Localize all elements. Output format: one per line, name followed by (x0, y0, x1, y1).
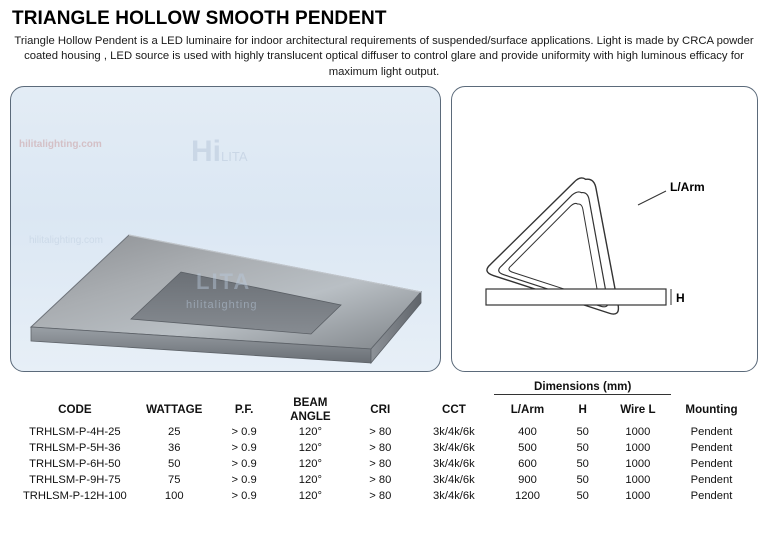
watermark-tagline: hilitalighting (186, 298, 258, 311)
product-image-panel (10, 86, 441, 372)
l-arm-label: L/Arm (670, 179, 705, 194)
cell-mounting: Pendent (690, 425, 733, 438)
panels-row (10, 86, 758, 372)
cell-h: 50 (576, 457, 589, 470)
cell-pf: > 0.9 (231, 457, 257, 470)
table-row (16, 424, 752, 440)
cell-pf: > 0.9 (231, 473, 257, 486)
table-row (16, 472, 752, 488)
cell-pf: > 0.9 (231, 489, 257, 502)
cell-mounting: Pendent (690, 457, 733, 470)
cell-cct: 3k/4k/6k (433, 425, 475, 438)
header-wattage: WATTAGE (146, 403, 203, 417)
cell-wattage: 75 (168, 473, 181, 486)
cell-cri: > 80 (369, 457, 392, 470)
cell-wire-l: 1000 (625, 457, 651, 470)
cell-mounting: Pendent (690, 489, 733, 502)
cell-h: 50 (576, 425, 589, 438)
header-beam-angle-line2: ANGLE (290, 409, 331, 423)
cell-beam-angle: 120° (298, 457, 322, 470)
watermark-side: hilitalighting.com (29, 234, 103, 246)
header-cct: CCT (441, 403, 466, 417)
cell-wattage: 100 (164, 489, 184, 502)
specification-table-wrap (10, 378, 758, 504)
cell-cct: 3k/4k/6k (433, 489, 475, 502)
cell-mounting: Pendent (690, 473, 733, 486)
dimension-drawing (452, 87, 758, 372)
table-row (16, 456, 752, 472)
cell-l-arm: 400 (518, 425, 537, 438)
cell-wattage: 36 (168, 441, 181, 454)
product-render (11, 87, 441, 372)
cell-wattage: 50 (168, 457, 181, 470)
cell-beam-angle: 120° (298, 489, 322, 502)
cell-beam-angle: 120° (298, 441, 322, 454)
cell-wire-l: 1000 (625, 489, 651, 502)
header-code: CODE (58, 403, 92, 417)
cell-cct: 3k/4k/6k (433, 441, 475, 454)
header-mounting: Mounting (685, 403, 738, 417)
cell-wattage: 25 (168, 425, 181, 438)
table-head (16, 378, 752, 424)
header-beam-angle (274, 394, 348, 424)
cell-h: 50 (576, 441, 589, 454)
cell-pf: > 0.9 (231, 441, 257, 454)
table-header-row (16, 394, 752, 424)
watermark-brand-text: Hi (191, 134, 221, 168)
cell-l-arm: 500 (518, 441, 537, 454)
cell-l-arm: 1200 (515, 489, 540, 502)
header-pf: P.F. (234, 403, 254, 417)
cell-cri: > 80 (369, 489, 392, 502)
cell-wire-l: 1000 (625, 425, 651, 438)
cell-beam-angle: 120° (298, 473, 322, 486)
header-cri: CRI (370, 403, 391, 417)
cell-wire-l: 1000 (625, 473, 651, 486)
group-header-spacer (16, 378, 494, 395)
product-description: Triangle Hollow Pendent is a LED luminaire for indoor architectural requirements of suspended/surface applications. Light is made by CRCA powder coated housing , LED source is used with highly translucent optical diffuser to control glare and provide uniformity with high luminous efficacy for maximum light output. (14, 35, 754, 78)
cell-cri: > 80 (369, 473, 392, 486)
group-header-spacer-right (671, 378, 752, 395)
header-wire-l: Wire L (620, 403, 656, 417)
watermark-top: hilitalighting.com (19, 138, 102, 150)
watermark-brand-sub: LITA (196, 268, 252, 294)
cell-pf: > 0.9 (231, 425, 257, 438)
header-l-arm: L/Arm (510, 403, 545, 417)
cell-l-arm: 600 (518, 457, 537, 470)
header-beam-angle-line1: BEAM (293, 396, 328, 410)
table-body (16, 424, 752, 504)
cell-cri: > 80 (369, 425, 392, 438)
cell-code: TRHLSM-P-5H-36 (29, 441, 121, 454)
cell-code: TRHLSM-P-9H-75 (29, 473, 121, 486)
table-row (16, 488, 752, 504)
cell-mounting: Pendent (690, 441, 733, 454)
cell-beam-angle: 120° (298, 425, 322, 438)
watermark-brand-suffix: LITA (221, 148, 248, 164)
h-label: H (676, 290, 685, 305)
dimension-drawing-panel (451, 86, 758, 372)
cell-h: 50 (576, 489, 589, 502)
table-group-header-row (16, 378, 752, 395)
cell-code: TRHLSM-P-12H-100 (22, 489, 127, 502)
page-title: TRIANGLE HOLLOW SMOOTH PENDENT (12, 8, 387, 29)
cell-code: TRHLSM-P-6H-50 (29, 457, 121, 470)
table-row (16, 440, 752, 456)
cell-code: TRHLSM-P-4H-25 (29, 425, 121, 438)
cell-cct: 3k/4k/6k (433, 457, 475, 470)
header-h: H (578, 403, 587, 417)
cell-h: 50 (576, 473, 589, 486)
dimensions-group-header: Dimensions (mm) (494, 378, 671, 395)
cell-wire-l: 1000 (625, 441, 651, 454)
cell-l-arm: 900 (518, 473, 537, 486)
specification-table (16, 378, 752, 504)
cell-cri: > 80 (369, 441, 392, 454)
cell-cct: 3k/4k/6k (433, 473, 475, 486)
